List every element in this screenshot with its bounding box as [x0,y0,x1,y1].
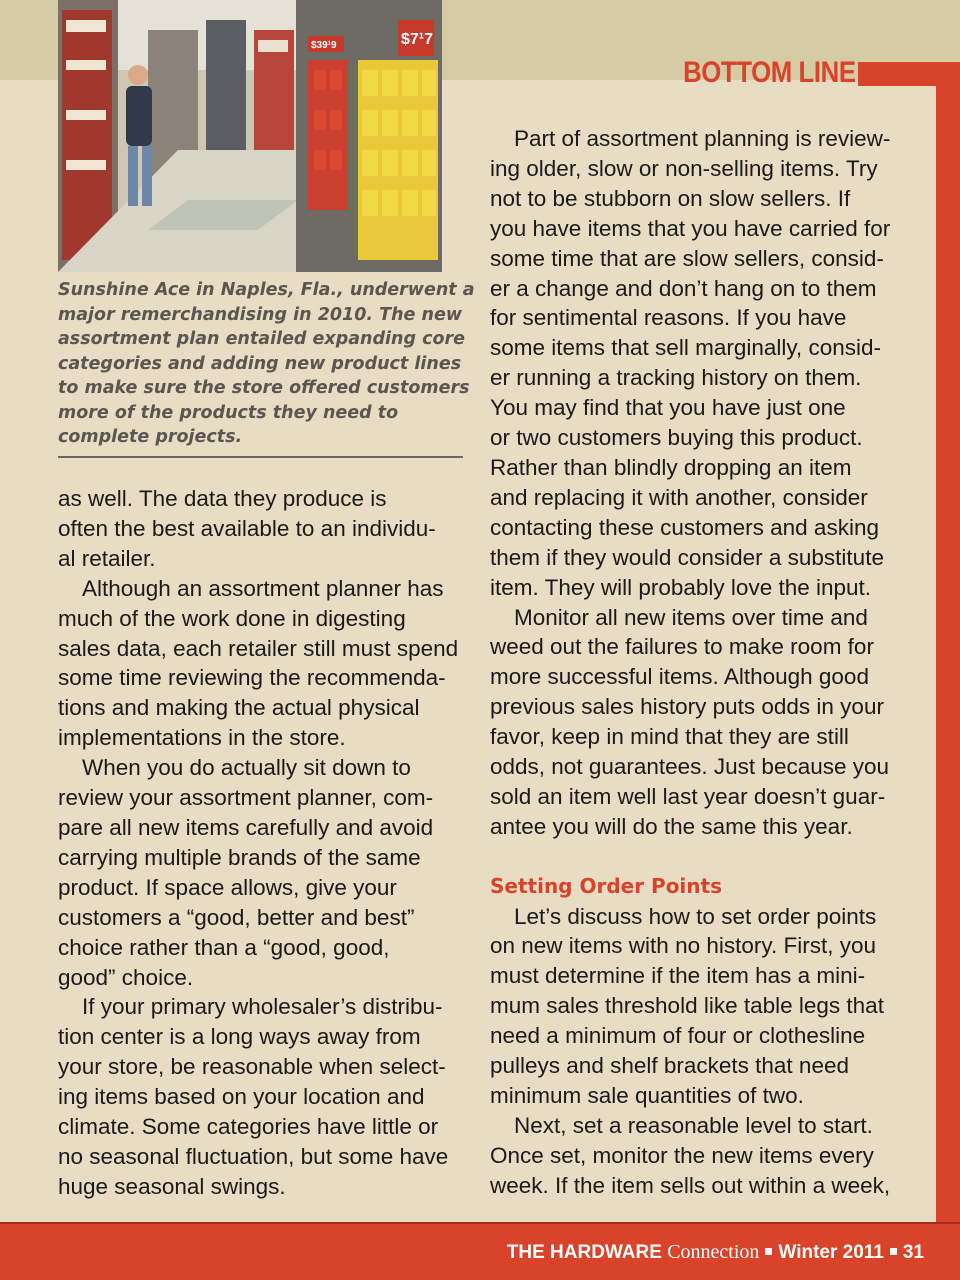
text-line: contacting these customers and asking [490,514,879,540]
text-line: some time that are slow sellers, consid- [490,245,884,271]
caption-line: Sunshine Ace in Naples, Fla., underwent a [58,280,475,300]
text-line: review your assortment planner, com- [58,785,434,811]
text-line: If your primary wholesaler’s distribu- [82,994,443,1020]
text-line: weed out the failures to make room for [490,634,874,660]
text-line: ing older, slow or non-selling items. Try [490,155,878,181]
text-line: Once set, monitor the new items every [490,1142,874,1168]
caption-line: complete projects. [58,427,243,447]
text-line: often the best available to an individu- [58,515,436,541]
caption-line: more of the products they need to [58,402,399,423]
magazine-name: THE HARDWARE [506,1242,662,1263]
text-line: tions and making the actual physical [58,695,420,721]
text-line: mum sales threshold like table legs that [490,993,884,1019]
text-line: pare all new items carefully and avoid [58,814,434,840]
text-line: carrying multiple brands of the same [58,844,421,870]
left-text-column [58,484,472,1202]
text-line: er a change and don’t hang on to them [490,275,877,301]
accent-edge-bar [936,62,960,1222]
text-line: You may find that you have just one [490,395,846,421]
text-line: antee you will do the same this year. [490,813,853,839]
text-line: your store, be reasonable when select- [58,1054,446,1080]
text-line: item. They will probably love the input. [490,574,872,600]
store-aisle-illustration [58,0,442,272]
text-line: some items that sell marginally, consid- [490,335,881,361]
text-line: minimum sale quantities of two. [490,1082,804,1108]
caption-line: major remerchandising in 2010. The new [58,304,462,325]
text-line: some time reviewing the recommenda- [58,665,446,691]
text-line: al retailer. [58,545,156,571]
text-line: much of the work done in digesting [58,605,406,631]
text-line: for sentimental reasons. If you have [490,305,847,331]
text-line: favor, keep in mind that they are still [490,724,849,750]
page-footer [0,1222,960,1280]
text-line: choice rather than a “good, good, [58,934,390,960]
page-number: 31 [902,1242,924,1263]
text-line: need a minimum of four or clothesline [490,1023,866,1049]
text-line: them if they would consider a substitute [490,544,884,570]
caption-line: assortment plan entailed expanding core [58,329,466,349]
text-line: Although an assortment planner has [82,575,444,601]
text-line: Rather than blindly dropping an item [490,454,852,480]
text-line: climate. Some categories have little or [58,1114,439,1140]
text-line: Part of assortment planning is review- [514,126,891,151]
text-line: implementations in the store. [58,725,346,751]
text-line: or two customers buying this product. [490,425,863,451]
text-line: sales data, each retailer still must spend [58,635,459,661]
text-line: week. If the item sells out within a week, [490,1172,891,1198]
text-line: as well. The data they produce is [58,486,387,511]
text-line: more successful items. Although good [490,664,869,690]
text-line: Let’s discuss how to set order points [514,903,877,929]
text-line: sold an item well last year doesn’t guar- [490,783,886,809]
separator-square-icon [890,1248,897,1255]
price-sign-large: $7¹7 [401,31,434,48]
text-line: tion center is a long ways away from [58,1024,421,1050]
text-line: customers a “good, better and best” [58,904,415,930]
section-title-bar [858,62,960,86]
text-line: Next, set a reasonable level to start. [514,1112,873,1138]
caption-divider [58,456,463,458]
paragraph-gap [490,842,910,872]
magazine-name-suffix: Connection [667,1241,760,1263]
text-line: huge seasonal swings. [58,1173,286,1199]
text-line: and replacing it with another, consider [490,484,868,510]
section-title: BOTTOM LINE [683,56,856,89]
issue-date: Winter 2011 [778,1242,884,1263]
text-line: er running a tracking history on them. [490,365,862,391]
text-line: product. If space allows, give your [58,874,397,900]
text-line: ing items based on your location and [58,1084,425,1110]
text-line: When you do actually sit down to [82,755,411,781]
separator-square-icon [765,1248,772,1255]
text-line: on new items with no history. First, you [490,933,876,959]
footer-text [507,1241,924,1264]
text-line: no seasonal fluctuation, but some have [58,1143,449,1169]
text-line: not to be stubborn on slow sellers. If [490,185,851,211]
text-line: good” choice. [58,964,194,990]
text-line: pulleys and shelf brackets that need [490,1053,849,1079]
text-line: you have items that you have carried for [490,215,891,241]
text-line: must determine if the item has a mini- [490,963,866,989]
subheading: Setting Order Points [490,873,722,898]
caption-line: to make sure the store offered customers [58,378,470,398]
right-text-column [490,124,910,1201]
text-line: Monitor all new items over time and [514,604,868,630]
photo-caption [58,278,475,450]
store-photo [58,0,442,272]
caption-line: categories and adding new product lines [58,353,462,374]
text-line: odds, not guarantees. Just because you [490,754,890,780]
text-line: previous sales history puts odds in your [490,694,884,720]
price-sign-small: $39¹9 [311,40,337,51]
